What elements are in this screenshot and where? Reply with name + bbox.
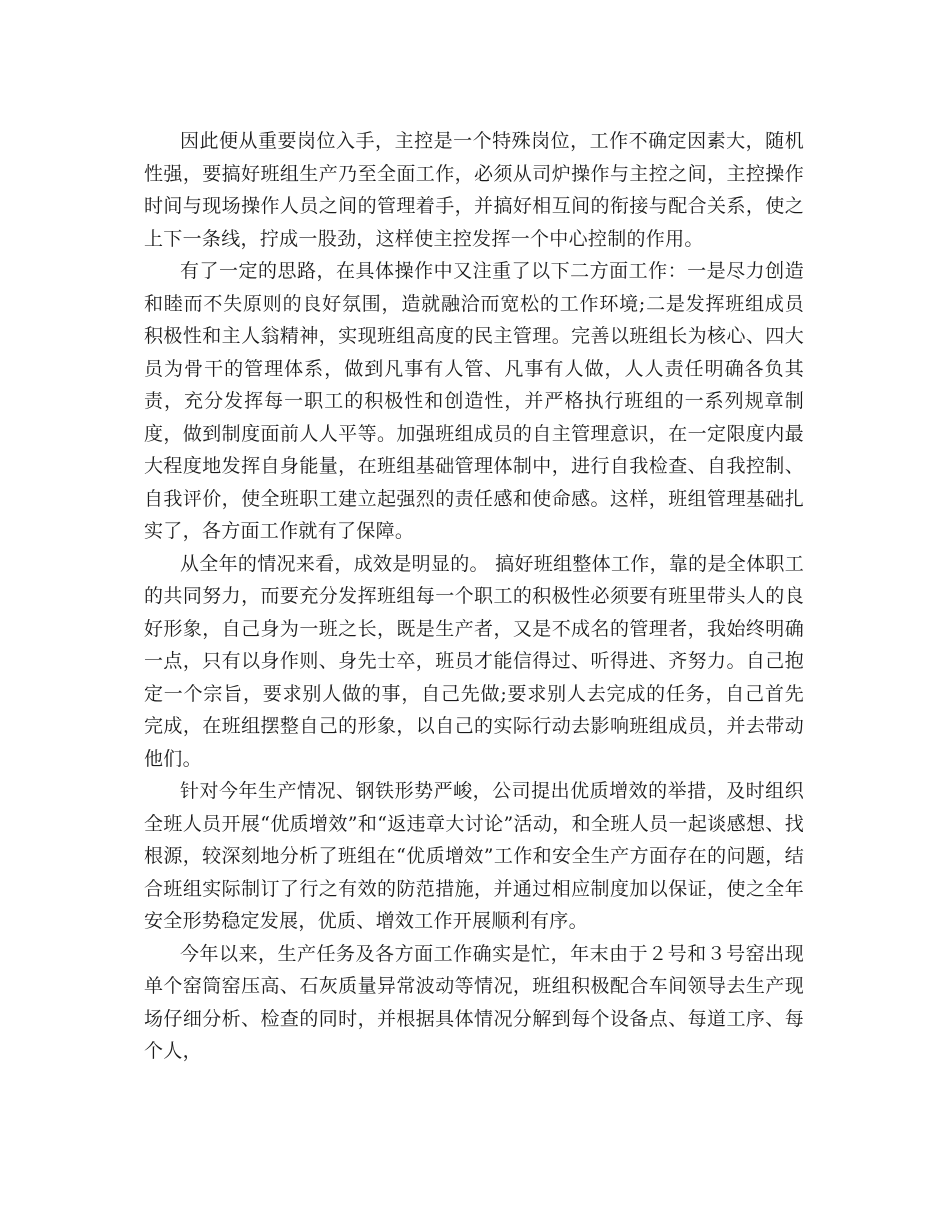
paragraph: 从全年的情况来看，成效是明显的。 搞好班组整体工作，靠的是全体职工的共同努力，而要充分发挥班组每一个职工的积极性必须要有班里带头人的良好形象，自己身为一班之长，既是生产者，又是不成名的管理者，我始终明确一点，只有以身作则、身先士卒，班员才能信得过、听得进、齐努力。自己抱定一个宗旨，要求别人做的事，自己先做;要求别人去完成的任务，自己首先完成，在班组摆整自己的形象，以自己的实际行动去影响班组成员，并去带动他们。 [144,552,804,770]
paragraph: 今年以来，生产任务及各方面工作确实是忙，年末由于２号和３号窑出现单个窑筒窑压高、石灰质量异常波动等情况，班组积极配合车间领导去生产现场仔细分析、检查的同时，并根据具体情况分解到每个设备点、每道工序、每个人， [144,942,804,1062]
paragraph: 有了一定的思路，在具体操作中又注重了以下二方面工作：一是尽力创造和睦而不失原则的良好氛围，造就融洽而宽松的工作环境;二是发挥班组成员积极性和主人翁精神，实现班组高度的民主管理。完善以班组长为核心、四大员为骨干的管理体系，做到凡事有人管、凡事有人做，人人责任明确各负其责，充分发挥每一职工的积极性和创造性，并严格执行班组的一系列规章制度，做到制度面前人人平等。加强班组成员的自主管理意识，在一定限度内最大程度地发挥自身能量，在班组基础管理体制中，进行自我检查、自我控制、自我评价，使全班职工建立起强烈的责任感和使命感。这样，班组管理基础扎实了，各方面工作就有了保障。 [144,260,804,542]
paragraph: 因此便从重要岗位入手，主控是一个特殊岗位，工作不确定因素大，随机性强，要搞好班组生产乃至全面工作，必须从司炉操作与主控之间，主控操作时间与现场操作人员之间的管理着手，并搞好相互间的衔接与配合关系，使之上下一条线，拧成一股劲，这样使主控发挥一个中心控制的作用。 [144,130,804,250]
document-body [144,125,804,1068]
paragraph: 针对今年生产情况、钢铁形势严峻，公司提出优质增效的举措，及时组织全班人员开展“优质增效”和“返违章大讨论”活动，和全班人员一起谈感想、找根源，较深刻地分析了班组在“优质增效”工作和安全生产方面存在的问题，结合班组实际制订了行之有效的防范措施，并通过相应制度加以保证，使之全年安全形势稳定发展，优质、增效工作开展顺利有序。 [144,780,804,932]
